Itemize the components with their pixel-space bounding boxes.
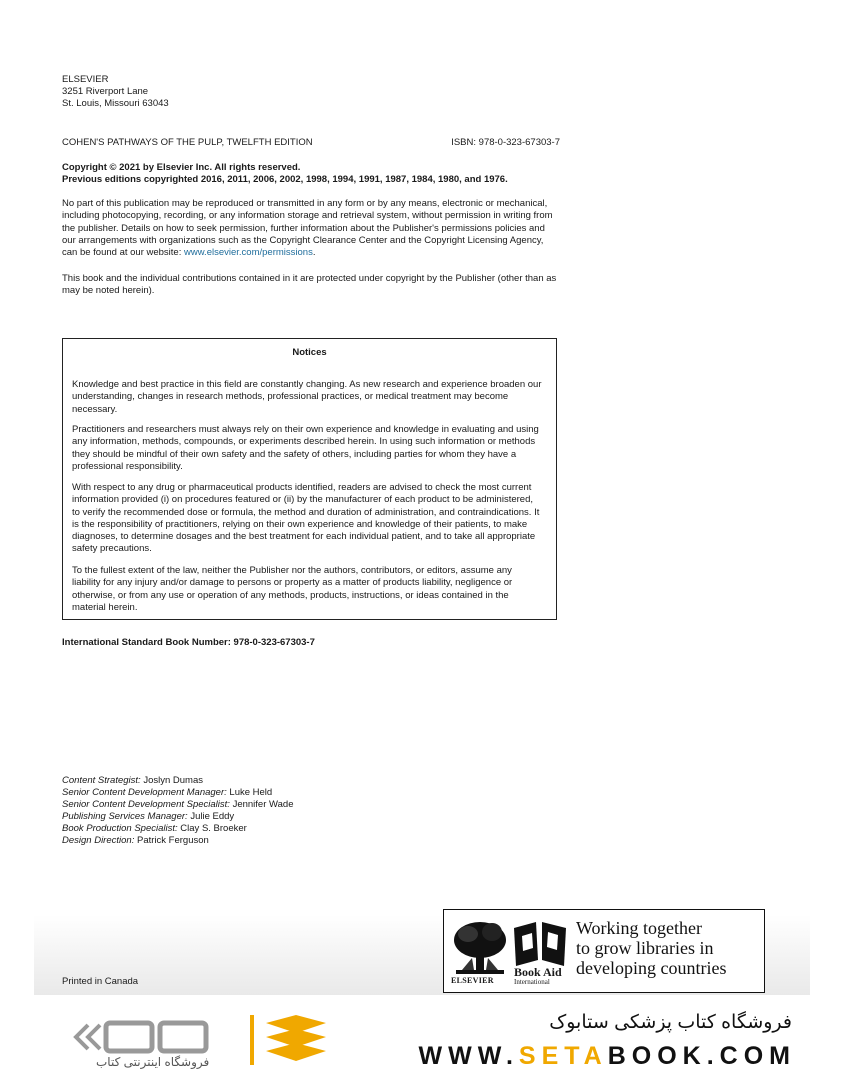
credit-role: Design Direction:	[62, 835, 135, 846]
permissions-text: No part of this publication may be reproduced or transmitted in any form or by any means, electronic or mechanical, including photocopying, recording, or any information storage and retrieval system, without permission in writing from the publisher. Details on how to seek permission, further information about the Publisher's permissions policies and our arrangements with organizations such as the Copyright Clearance Center and the Copyright Licensing Agency, can be found at our website:	[62, 198, 553, 259]
elsevier-caption: ELSEVIER	[451, 976, 494, 985]
credit-role: Content Strategist:	[62, 775, 141, 786]
credit-row	[62, 823, 293, 835]
credit-name: Luke Held	[226, 787, 273, 798]
notices-heading: Notices	[292, 347, 327, 358]
credit-row	[62, 775, 293, 787]
permissions-link[interactable]: www.elsevier.com/permissions	[184, 247, 313, 259]
permissions-period: .	[312, 247, 316, 259]
credit-name: Patrick Ferguson	[134, 835, 209, 846]
notice-paragraph-4: To the fullest extent of the law, neither the Publisher nor the authors, contributors, or editors, assume any liability for any injury and/or damage to persons or property as a matter of products liability, negligence or otherwise, or from any use or operation of any methods, products, instructions, or ideas contained in the material herein.	[72, 565, 513, 613]
slogan-line-1: Working together	[576, 918, 703, 938]
setabook-logo-subtitle: فروشگاه اینترنتی کتاب	[96, 1055, 210, 1069]
slogan-line-3: developing countries	[576, 958, 727, 978]
publisher-address-line1: 3251 Riverport Lane	[62, 86, 149, 97]
store-name: فروشگاه کتاب پزشکی ستابوک	[549, 1012, 792, 1033]
setabook-watermark-bar	[0, 995, 844, 1080]
previous-editions-line: Previous editions copyrighted 2016, 2011, 2006, 2002, 1998, 1994, 1991, 1987, 1984, 1980, and 1976.	[62, 174, 508, 185]
credit-role: Publishing Services Manager:	[62, 811, 188, 822]
url-prefix: WWW.	[418, 1042, 519, 1070]
copyright-block	[62, 162, 562, 186]
credit-name: Jennifer Wade	[229, 799, 294, 810]
book-aid-banner	[443, 909, 765, 993]
book-isbn: ISBN: 978-0-323-67303-7	[451, 137, 560, 148]
notice-paragraph-3: With respect to any drug or pharmaceutical products identified, readers are advised to check the most current information provided (i) on procedures featured or (ii) by the manufacturer of each product to be administered, to verify the recommended dose or formula, the method and duration of administration, and contraindications. It is the responsibility of practitioners, relying on their own experience and knowledge of their patients, to make diagnoses, to determine dosages and the best treatment for each individual patient, and to take all appropriate safety precautions.	[72, 482, 540, 555]
store-url[interactable]	[419, 1042, 796, 1071]
elsevier-tree-logo-icon	[452, 918, 508, 984]
credit-row	[62, 799, 293, 811]
publisher-name: ELSEVIER	[62, 74, 109, 85]
book-aid-caption	[514, 966, 562, 987]
book-aid-slogan	[576, 918, 761, 978]
notices-box	[62, 338, 557, 620]
credits-list	[62, 775, 293, 847]
credit-name: Joslyn Dumas	[140, 775, 203, 786]
notice-paragraph-1: Knowledge and best practice in this field are constantly changing. As new research and experience broaden our understanding, changes in research methods, professional practices, or medical treatment may become necessary.	[72, 379, 542, 415]
credit-row	[62, 811, 293, 823]
credit-role: Senior Content Development Specialist:	[62, 799, 230, 810]
protected-paragraph: This book and the individual contributions contained in it are protected under copyright by the Publisher (other than as may be noted herein).	[62, 273, 557, 297]
book-title-row	[62, 137, 560, 148]
publisher-address	[62, 74, 169, 110]
book-title: COHEN'S PATHWAYS OF THE PULP, TWELFTH EDITION	[62, 137, 313, 148]
credit-role: Senior Content Development Manager:	[62, 787, 227, 798]
printed-in-line: Printed in Canada	[62, 976, 139, 987]
publisher-address-line2: St. Louis, Missouri 63043	[62, 98, 169, 109]
url-accent: SETA	[518, 1042, 608, 1070]
credit-row	[62, 787, 293, 799]
credit-name: Julie Eddy	[187, 811, 235, 822]
book-aid-caption-line2: International	[514, 978, 550, 986]
slogan-line-2: to grow libraries in	[576, 938, 714, 958]
copyright-line: Copyright © 2021 by Elsevier Inc. All rights reserved.	[62, 162, 301, 173]
permissions-paragraph	[62, 198, 557, 259]
book-aid-caption-line1: Book Aid	[514, 965, 562, 979]
isbn-line: International Standard Book Number: 978-0-323-67303-7	[62, 637, 315, 648]
credit-name: Clay S. Broeker	[177, 823, 247, 834]
credit-role: Book Production Specialist:	[62, 823, 178, 834]
notice-paragraph-2: Practitioners and researchers must always rely on their own experience and knowledge in evaluating and using any information, methods, compounds, or experiments described herein. In using such information or methods they should be mindful of their own safety and the safety of others, including parties for whom they have a professional responsibility.	[72, 424, 539, 472]
credit-row	[62, 835, 293, 847]
url-suffix: BOOK.COM	[607, 1042, 796, 1070]
